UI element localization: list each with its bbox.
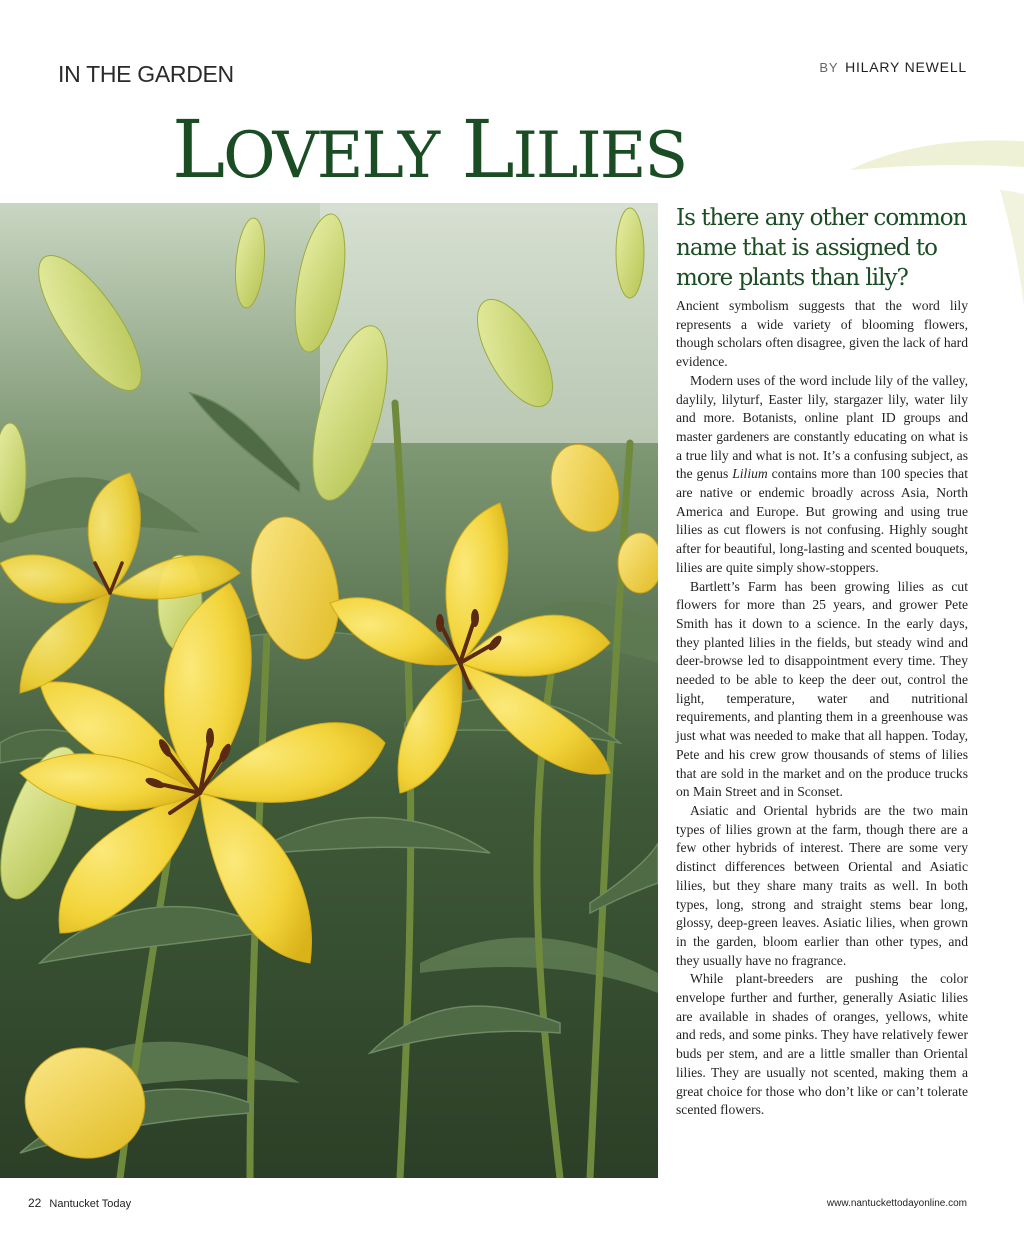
byline-prefix: BY <box>819 60 839 75</box>
paragraph-2-part-2: contains more than 100 species that are native or endemic broadly across Asia, North America and Europe. But growing and using true lilies as cut flowers is not confusing. Highly sought after for beautiful, long-lasting and scented bouquets, lilies are quite simply show-stoppers. <box>676 466 968 575</box>
title-word-2-rest: ILIES <box>512 119 687 193</box>
footer-url[interactable]: www.nantuckettodayonline.com <box>826 1198 967 1209</box>
article-title <box>172 103 687 198</box>
byline <box>819 58 967 77</box>
lily-photo <box>0 203 658 1178</box>
section-label: IN THE GARDEN <box>58 61 234 87</box>
title-word-1-rest: OVELY <box>223 119 439 193</box>
footer-folio <box>28 1196 131 1211</box>
genus-name: Lilium <box>732 466 768 482</box>
paragraph-1: Ancient symbolism suggests that the word lily represents a wide variety of blooming flowers, though scholars often disagree, given the lack of hard evidence. <box>676 298 968 370</box>
paragraph-2-part-1: Modern uses of the word include lily of the valley, daylily, lilyturf, Easter lily, stargazer lily, water lily and more. Botanists, online plant ID groups and master gardeners are constantly educating on what is a true lily and what is not. It’s a confusing subject, as the genus <box>676 372 968 482</box>
title-initial-1: L <box>172 103 224 196</box>
paragraph-2 <box>676 372 968 578</box>
author-name: HILARY NEWELL <box>845 59 967 75</box>
publication-name: Nantucket Today <box>49 1198 132 1210</box>
paragraph-4: Asiatic and Oriental hybrids are the two main types of lilies grown at the farm, though there are a few other hybrids of interest. There are some very distinct differences between Oriental and Asiatic lilies, but they share many traits as well. In both types, long, strong and straight stems bear long, glossy, deep-green leaves. Asiatic lilies, when grown in the garden, bloom earlier than other types, and they usually have no fragrance. <box>676 802 968 968</box>
title-initial-2: L <box>461 103 513 196</box>
article-dek: Is there any other common name that is assigned to more plants than lily? <box>676 205 967 291</box>
paragraph-3: Bartlett’s Farm has been growing lilies as cut flowers for more than 25 years, and grower Pete Smith has it down to a science. In the early days, they planted lilies in the fields, but steady wind and deer-browse led to disappointment every time. They needed to be able to keep the deer out, control the light, temperature, water and nutritional requirements, and planting them in a greenhouse was just what was needed to make that all happen. Today, Pete and his crew grow thousands of stems of lilies that are sold in the market and on the produce trucks on Main Street and in Sconset. <box>676 578 968 800</box>
article-column <box>676 203 968 1120</box>
paragraph-5: While plant-breeders are pushing the color envelope further and further, generally Asiatic lilies are available in shades of oranges, yellows, white and reds, and some pinks. They have relatively fewer buds per stem, and are a little smaller than Oriental lilies. They are usually not scented, making them a great choice for those who don’t like or can’t tolerate scented flowers. <box>676 971 968 1118</box>
article-body <box>676 297 968 1120</box>
page-number: 22 <box>28 1196 42 1210</box>
